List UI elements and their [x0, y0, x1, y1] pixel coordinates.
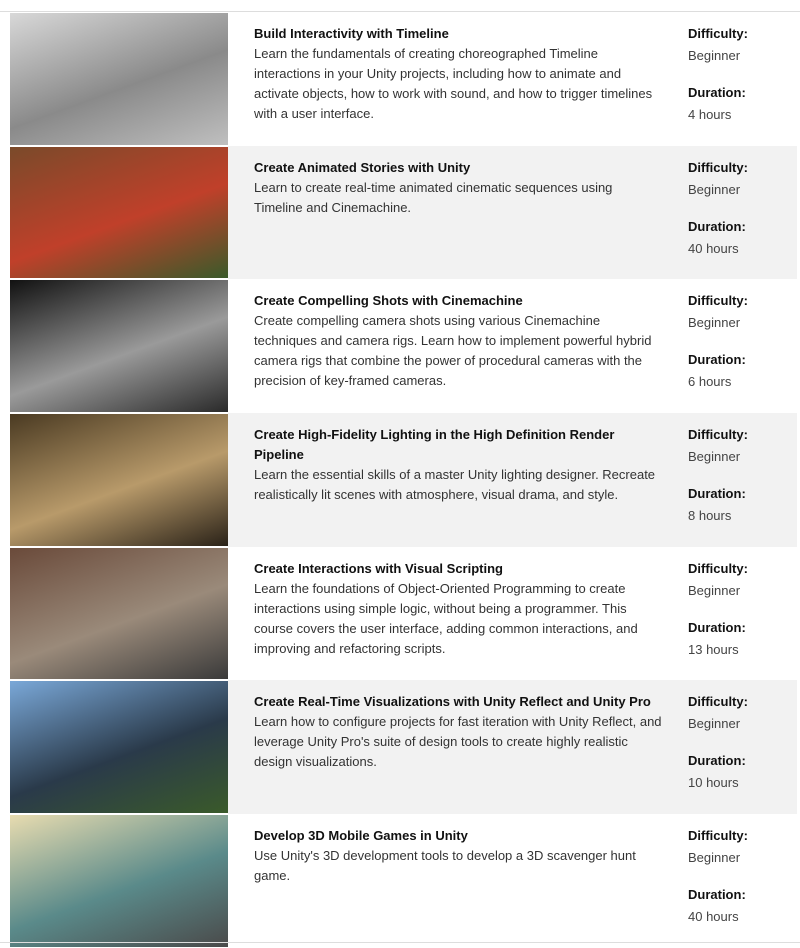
- course-title[interactable]: Create High-Fidelity Lighting in the High Definition Render Pipeline: [254, 427, 615, 463]
- course-description: Learn to create real-time animated cinematic sequences using Timeline and Cinemachine.: [254, 179, 613, 215]
- course-title[interactable]: Create Real-Time Visualizations with Unity Reflect and Unity Pro: [254, 694, 651, 710]
- course-description: Learn the fundamentals of creating choreographed Timeline interactions in your Unity projects, including how to animate and activate objects, how to work with sound, and how to trigger timelines with a user interface.: [254, 46, 653, 121]
- difficulty-label: Difficulty:: [688, 694, 748, 710]
- course-row[interactable]: [0, 146, 800, 280]
- course-description: Learn the essential skills of a master Unity lighting designer. Recreate realistically lit scenes with atmosphere, visual drama, and style.: [254, 467, 656, 503]
- duration-label: Duration:: [688, 753, 746, 769]
- course-title[interactable]: Create Animated Stories with Unity: [254, 159, 471, 175]
- difficulty-label: Difficulty:: [688, 427, 748, 443]
- difficulty-label: Difficulty:: [688, 293, 748, 309]
- course-row[interactable]: [0, 547, 800, 681]
- course-info: [254, 24, 664, 124]
- course-info: [254, 158, 664, 218]
- duration-value: 6 hours: [688, 374, 732, 390]
- course-row[interactable]: [0, 12, 800, 146]
- course-title[interactable]: Develop 3D Mobile Games in Unity: [254, 828, 468, 844]
- difficulty-label: Difficulty:: [688, 26, 748, 41]
- course-title[interactable]: Build Interactivity with Timeline: [254, 26, 449, 41]
- course-thumbnail[interactable]: [10, 414, 228, 546]
- course-description: Create compelling camera shots using various Cinemachine techniques and camera rigs. Learn how to implement powerful hybrid camera rigs that combine the power of procedural cameras with the precision of key-framed cameras.: [254, 313, 652, 389]
- duration-label: Duration:: [688, 218, 746, 234]
- course-info: [254, 559, 664, 659]
- course-thumbnail[interactable]: [10, 280, 228, 412]
- course-meta: [688, 158, 788, 259]
- duration-label: Duration:: [688, 85, 746, 100]
- difficulty-label: Difficulty:: [688, 560, 748, 576]
- difficulty-value: Beginner: [688, 582, 741, 598]
- course-meta: [688, 425, 788, 526]
- course-row[interactable]: [0, 279, 800, 413]
- duration-value: 13 hours: [688, 641, 739, 657]
- course-list: [0, 12, 800, 948]
- course-title[interactable]: Create Compelling Shots with Cinemachine: [254, 293, 523, 309]
- difficulty-label: Difficulty:: [688, 828, 748, 844]
- course-description: Learn how to configure projects for fast iteration with Unity Reflect, and leverage Unity Pro's suite of design tools to create highly realistic design visualizations.: [254, 714, 662, 770]
- difficulty-label: Difficulty:: [688, 159, 748, 175]
- difficulty-value: Beginner: [688, 716, 741, 732]
- course-thumbnail[interactable]: [10, 815, 228, 947]
- course-info: [254, 291, 664, 391]
- course-info: [254, 692, 664, 772]
- course-thumbnail[interactable]: [10, 548, 228, 680]
- course-meta: [688, 826, 788, 927]
- duration-value: 4 hours: [688, 107, 732, 122]
- course-description: Learn the foundations of Object-Oriented Programming to create interactions using simple logic, without being a programmer. This course covers the user interface, adding common interactions, and improving and refactoring scripts.: [254, 580, 638, 656]
- course-description: Use Unity's 3D development tools to develop a 3D scavenger hunt game.: [254, 848, 636, 884]
- difficulty-value: Beginner: [688, 48, 741, 63]
- course-meta: [688, 291, 788, 392]
- duration-value: 10 hours: [688, 775, 739, 791]
- course-thumbnail[interactable]: [10, 147, 228, 279]
- course-thumbnail[interactable]: [10, 13, 228, 145]
- duration-label: Duration:: [688, 352, 746, 368]
- difficulty-value: Beginner: [688, 850, 741, 866]
- duration-label: Duration:: [688, 486, 746, 502]
- course-thumbnail[interactable]: [10, 681, 228, 813]
- course-title[interactable]: Create Interactions with Visual Scripting: [254, 560, 503, 576]
- bottom-divider: [0, 942, 800, 943]
- course-meta: [688, 692, 788, 793]
- difficulty-value: Beginner: [688, 181, 741, 197]
- course-meta: [688, 24, 788, 125]
- course-row[interactable]: [0, 413, 800, 547]
- duration-label: Duration:: [688, 619, 746, 635]
- difficulty-value: Beginner: [688, 449, 741, 465]
- course-row[interactable]: [0, 814, 800, 948]
- duration-label: Duration:: [688, 887, 746, 903]
- duration-value: 40 hours: [688, 909, 739, 925]
- course-row[interactable]: [0, 680, 800, 814]
- course-meta: [688, 559, 788, 660]
- difficulty-value: Beginner: [688, 315, 741, 331]
- duration-value: 8 hours: [688, 508, 732, 524]
- course-info: [254, 826, 664, 886]
- course-info: [254, 425, 664, 505]
- duration-value: 40 hours: [688, 240, 739, 256]
